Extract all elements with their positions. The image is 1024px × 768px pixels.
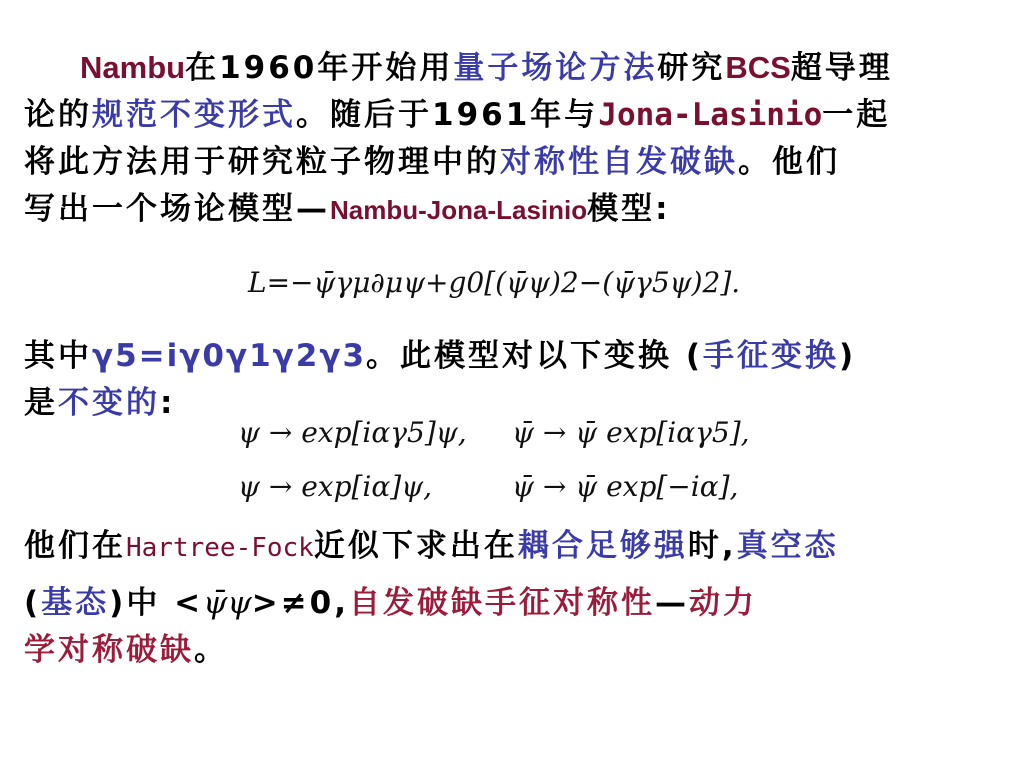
condensate-symbol: ψ̄ψ — [203, 585, 252, 621]
hartree-fock-text: Hartree-Fock — [126, 533, 314, 563]
qft-method-text: 量子场论方法 — [453, 50, 658, 86]
paragraph3-line3 — [24, 630, 228, 670]
text-segment: ( — [24, 585, 42, 621]
text-segment: 是 — [24, 385, 58, 421]
text-segment: 时, — [687, 528, 737, 564]
text-segment: 。此模型对以下变换 ( — [366, 338, 703, 374]
transform-text: ψ̄ → ψ̄ exp[iαγ5], — [512, 416, 750, 449]
text-segment: 写出一个场论模型— — [24, 191, 330, 227]
bcs-text: BCS — [725, 50, 791, 85]
invariant-text: 不变的 — [58, 385, 160, 421]
text-segment: — — [655, 585, 690, 621]
paragraph2-line2 — [24, 383, 175, 423]
transform-row1-right — [512, 416, 750, 449]
paragraph3-line2 — [24, 583, 757, 623]
lagrangian-text: L=−ψ̄γμ∂μψ+g0[(ψ̄ψ)2−(ψ̄γ5ψ)2]. — [248, 266, 741, 299]
text-segment: 将此方法用于研究粒子物理中的 — [24, 144, 500, 180]
paragraph1-line4 — [24, 189, 671, 230]
paragraph1-line1 — [80, 48, 893, 88]
text-segment: 一起 — [822, 97, 891, 133]
text-segment: 近似下求出在 — [313, 528, 518, 564]
paragraph1-line3 — [24, 142, 840, 182]
chiral-symmetry-breaking-text: 自发破缺手征对称性 — [349, 585, 656, 621]
nambu-text: Nambu — [80, 50, 186, 85]
dynamical-symmetry-breaking-text: 学对称破缺 — [24, 632, 194, 668]
transform-row2-right — [512, 470, 738, 503]
text-segment: 论的 — [24, 97, 92, 133]
ssb-text: 对称性自发破缺 — [500, 144, 738, 180]
transform-text: ψ → exp[iαγ5]ψ, — [238, 416, 467, 449]
text-segment: 其中 — [24, 338, 92, 374]
paragraph1-line2 — [24, 95, 890, 135]
transform-row1-left — [238, 416, 467, 449]
dynamical-text: 动力 — [689, 585, 758, 621]
transform-row2-left — [238, 470, 432, 503]
text-segment: 他们在 — [24, 528, 126, 564]
text-segment: 。 — [194, 632, 228, 668]
transform-text: ψ → exp[iα]ψ, — [238, 470, 433, 503]
text-segment: 。他们 — [738, 144, 840, 180]
text-segment: >≠0, — [251, 585, 350, 621]
text-segment: ) — [839, 338, 857, 374]
text-segment: 在1960年开始用 — [185, 50, 454, 86]
chiral-transform-text: 手征变换 — [703, 338, 839, 374]
lagrangian-formula — [248, 266, 740, 299]
text-segment: 模型: — [587, 191, 671, 227]
gauge-invariant-text: 规范不变形式 — [92, 97, 296, 133]
gamma5-definition: γ5=iγ0γ1γ2γ3 — [92, 338, 367, 374]
text-segment: 。随后于1961年与 — [296, 97, 599, 133]
text-segment: 研究 — [657, 50, 726, 86]
text-segment: )中 < — [109, 585, 204, 621]
paragraph2-line1 — [24, 336, 856, 376]
njl-text: Nambu-Jona-Lasinio — [330, 195, 588, 225]
strong-coupling-text: 耦合足够强 — [517, 528, 688, 564]
paragraph3-line1 — [24, 526, 839, 568]
text-segment: 超导理 — [790, 50, 893, 86]
jona-lasinio-text: Jona-Lasinio — [598, 97, 823, 133]
ground-state-text: 基态 — [41, 585, 110, 621]
transform-text: ψ̄ → ψ̄ exp[−iα], — [512, 470, 739, 503]
vacuum-state-text: 真空态 — [736, 528, 839, 564]
text-segment: : — [160, 385, 176, 421]
